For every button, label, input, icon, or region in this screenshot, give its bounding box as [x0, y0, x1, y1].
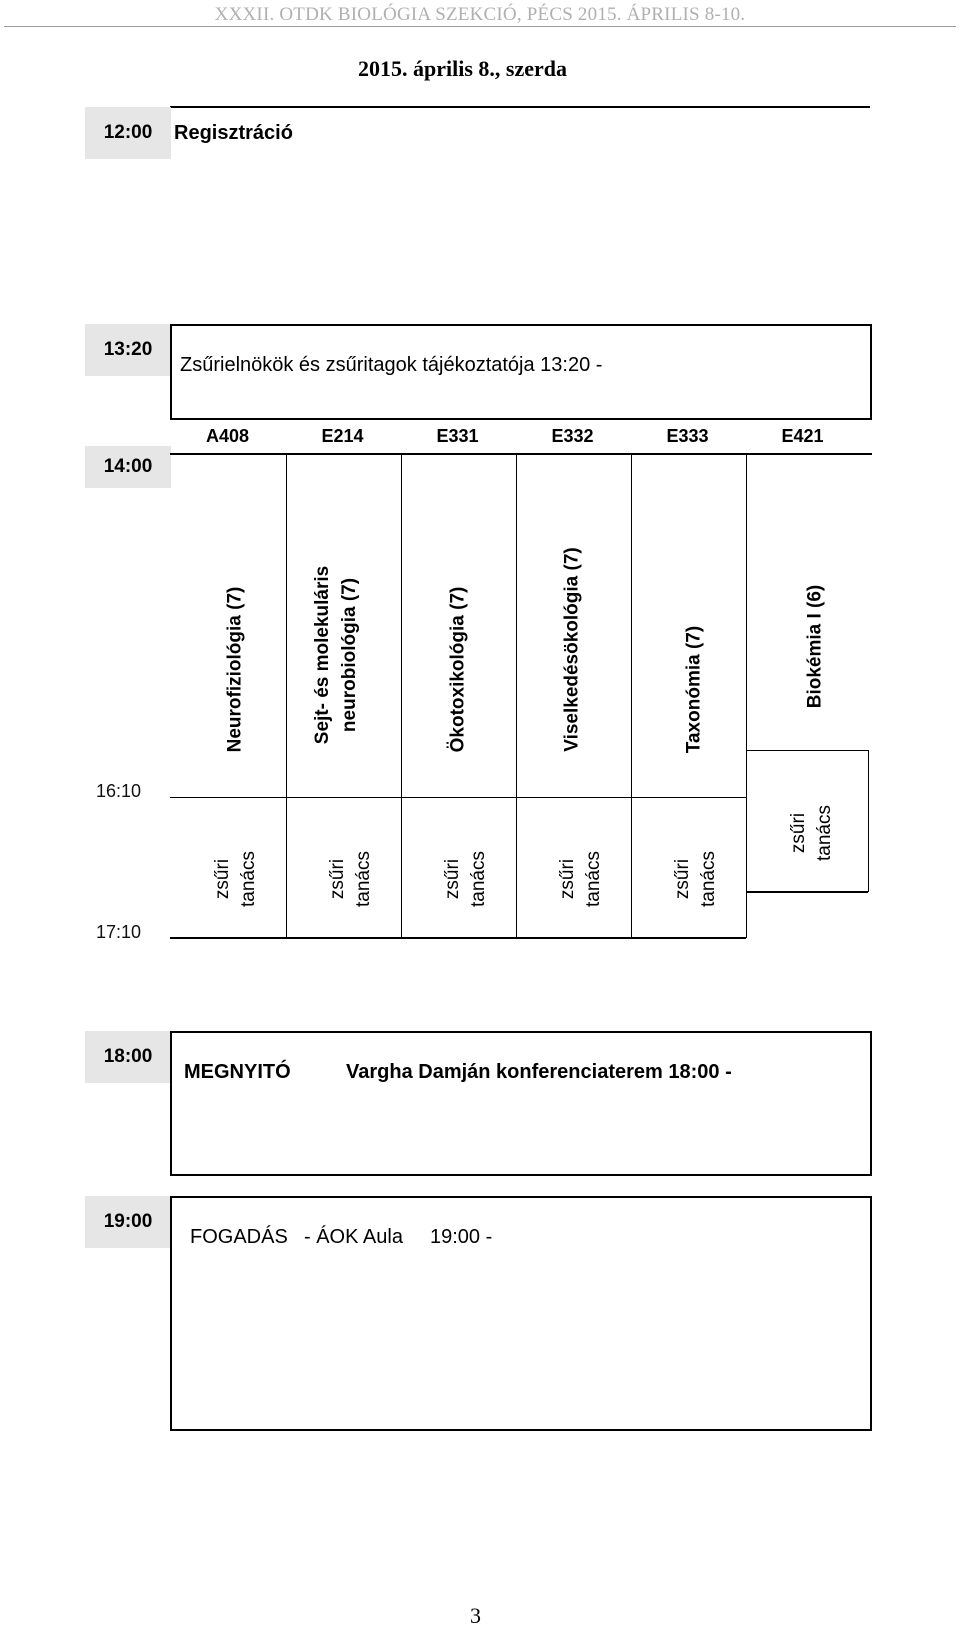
date-divider	[170, 106, 870, 108]
time-label-1610: 16:10	[96, 781, 142, 801]
time-cell-1200: 12:00	[85, 107, 171, 159]
briefing-box	[170, 324, 872, 420]
jury-council-a408: zsűri tanács	[212, 851, 259, 907]
room-e333: E333	[666, 426, 709, 446]
room-e332: E332	[551, 426, 594, 446]
jury-council-e331: zsűri tanács	[442, 851, 489, 907]
session-top-rule	[170, 453, 872, 455]
time-cell-1320: 13:20	[85, 324, 171, 376]
room-e331: E331	[436, 426, 479, 446]
time-cell-1900: 19:00	[85, 1196, 171, 1248]
time-cell-1400: 14:00	[85, 446, 171, 488]
page-title: 2015. április 8., szerda	[358, 56, 567, 81]
section-viselkedesokologia: Viselkedésökológia (7)	[561, 547, 583, 752]
running-header: XXXII. OTDK BIOLÓGIA SZEKCIÓ, PÉCS 2015. ÁPRILIS 8-10.	[214, 4, 746, 25]
reception-box	[170, 1196, 872, 1431]
reception-detail: - ÁOK Aula	[304, 1226, 403, 1248]
opening-box	[170, 1031, 872, 1176]
reception-label: FOGADÁS	[190, 1226, 288, 1248]
jury-council-e214: zsűri tanács	[327, 851, 374, 907]
room-e214: E214	[321, 426, 364, 446]
jury-end-rule	[746, 891, 868, 893]
room-a408: A408	[205, 426, 250, 446]
column-divider	[401, 454, 402, 938]
column-divider	[868, 750, 869, 892]
page-number: 3	[470, 1603, 481, 1628]
session-end-rule	[746, 750, 868, 751]
jury-council-e332: zsűri tanács	[557, 851, 604, 907]
time-cell-1800: 18:00	[85, 1031, 171, 1083]
column-divider	[746, 454, 747, 938]
time-label-1710: 17:10	[96, 922, 142, 942]
jury-council-e421: zsűri tanács	[788, 805, 835, 861]
column-divider	[516, 454, 517, 938]
room-e421: E421	[781, 426, 824, 446]
jury-end-rule	[170, 937, 746, 939]
section-biokemia: Biokémia I (6)	[804, 584, 826, 709]
section-okotoxikologia: Ökotoxikológia (7)	[447, 586, 469, 753]
section-taxonomia: Taxonómia (7)	[683, 625, 705, 754]
reception-time: 19:00 -	[430, 1226, 493, 1248]
opening-label: MEGNYITÓ	[184, 1061, 291, 1083]
header-divider	[4, 26, 956, 27]
briefing-text: Zsűrielnökök és zsűritagok tájékoztatója 13:20 -	[180, 354, 603, 376]
section-neurofiziologia: Neurofiziológia (7)	[224, 586, 246, 753]
section-sejt-molekularis: Sejt- és molekuláris neurobiológia (7)	[312, 565, 360, 745]
jury-council-e333: zsűri tanács	[672, 851, 719, 907]
opening-detail: Vargha Damján konferenciaterem 18:00 -	[346, 1061, 732, 1083]
column-divider	[631, 454, 632, 938]
session-end-rule	[170, 797, 746, 798]
registration-label: Regisztráció	[174, 122, 293, 144]
column-divider	[286, 454, 287, 938]
